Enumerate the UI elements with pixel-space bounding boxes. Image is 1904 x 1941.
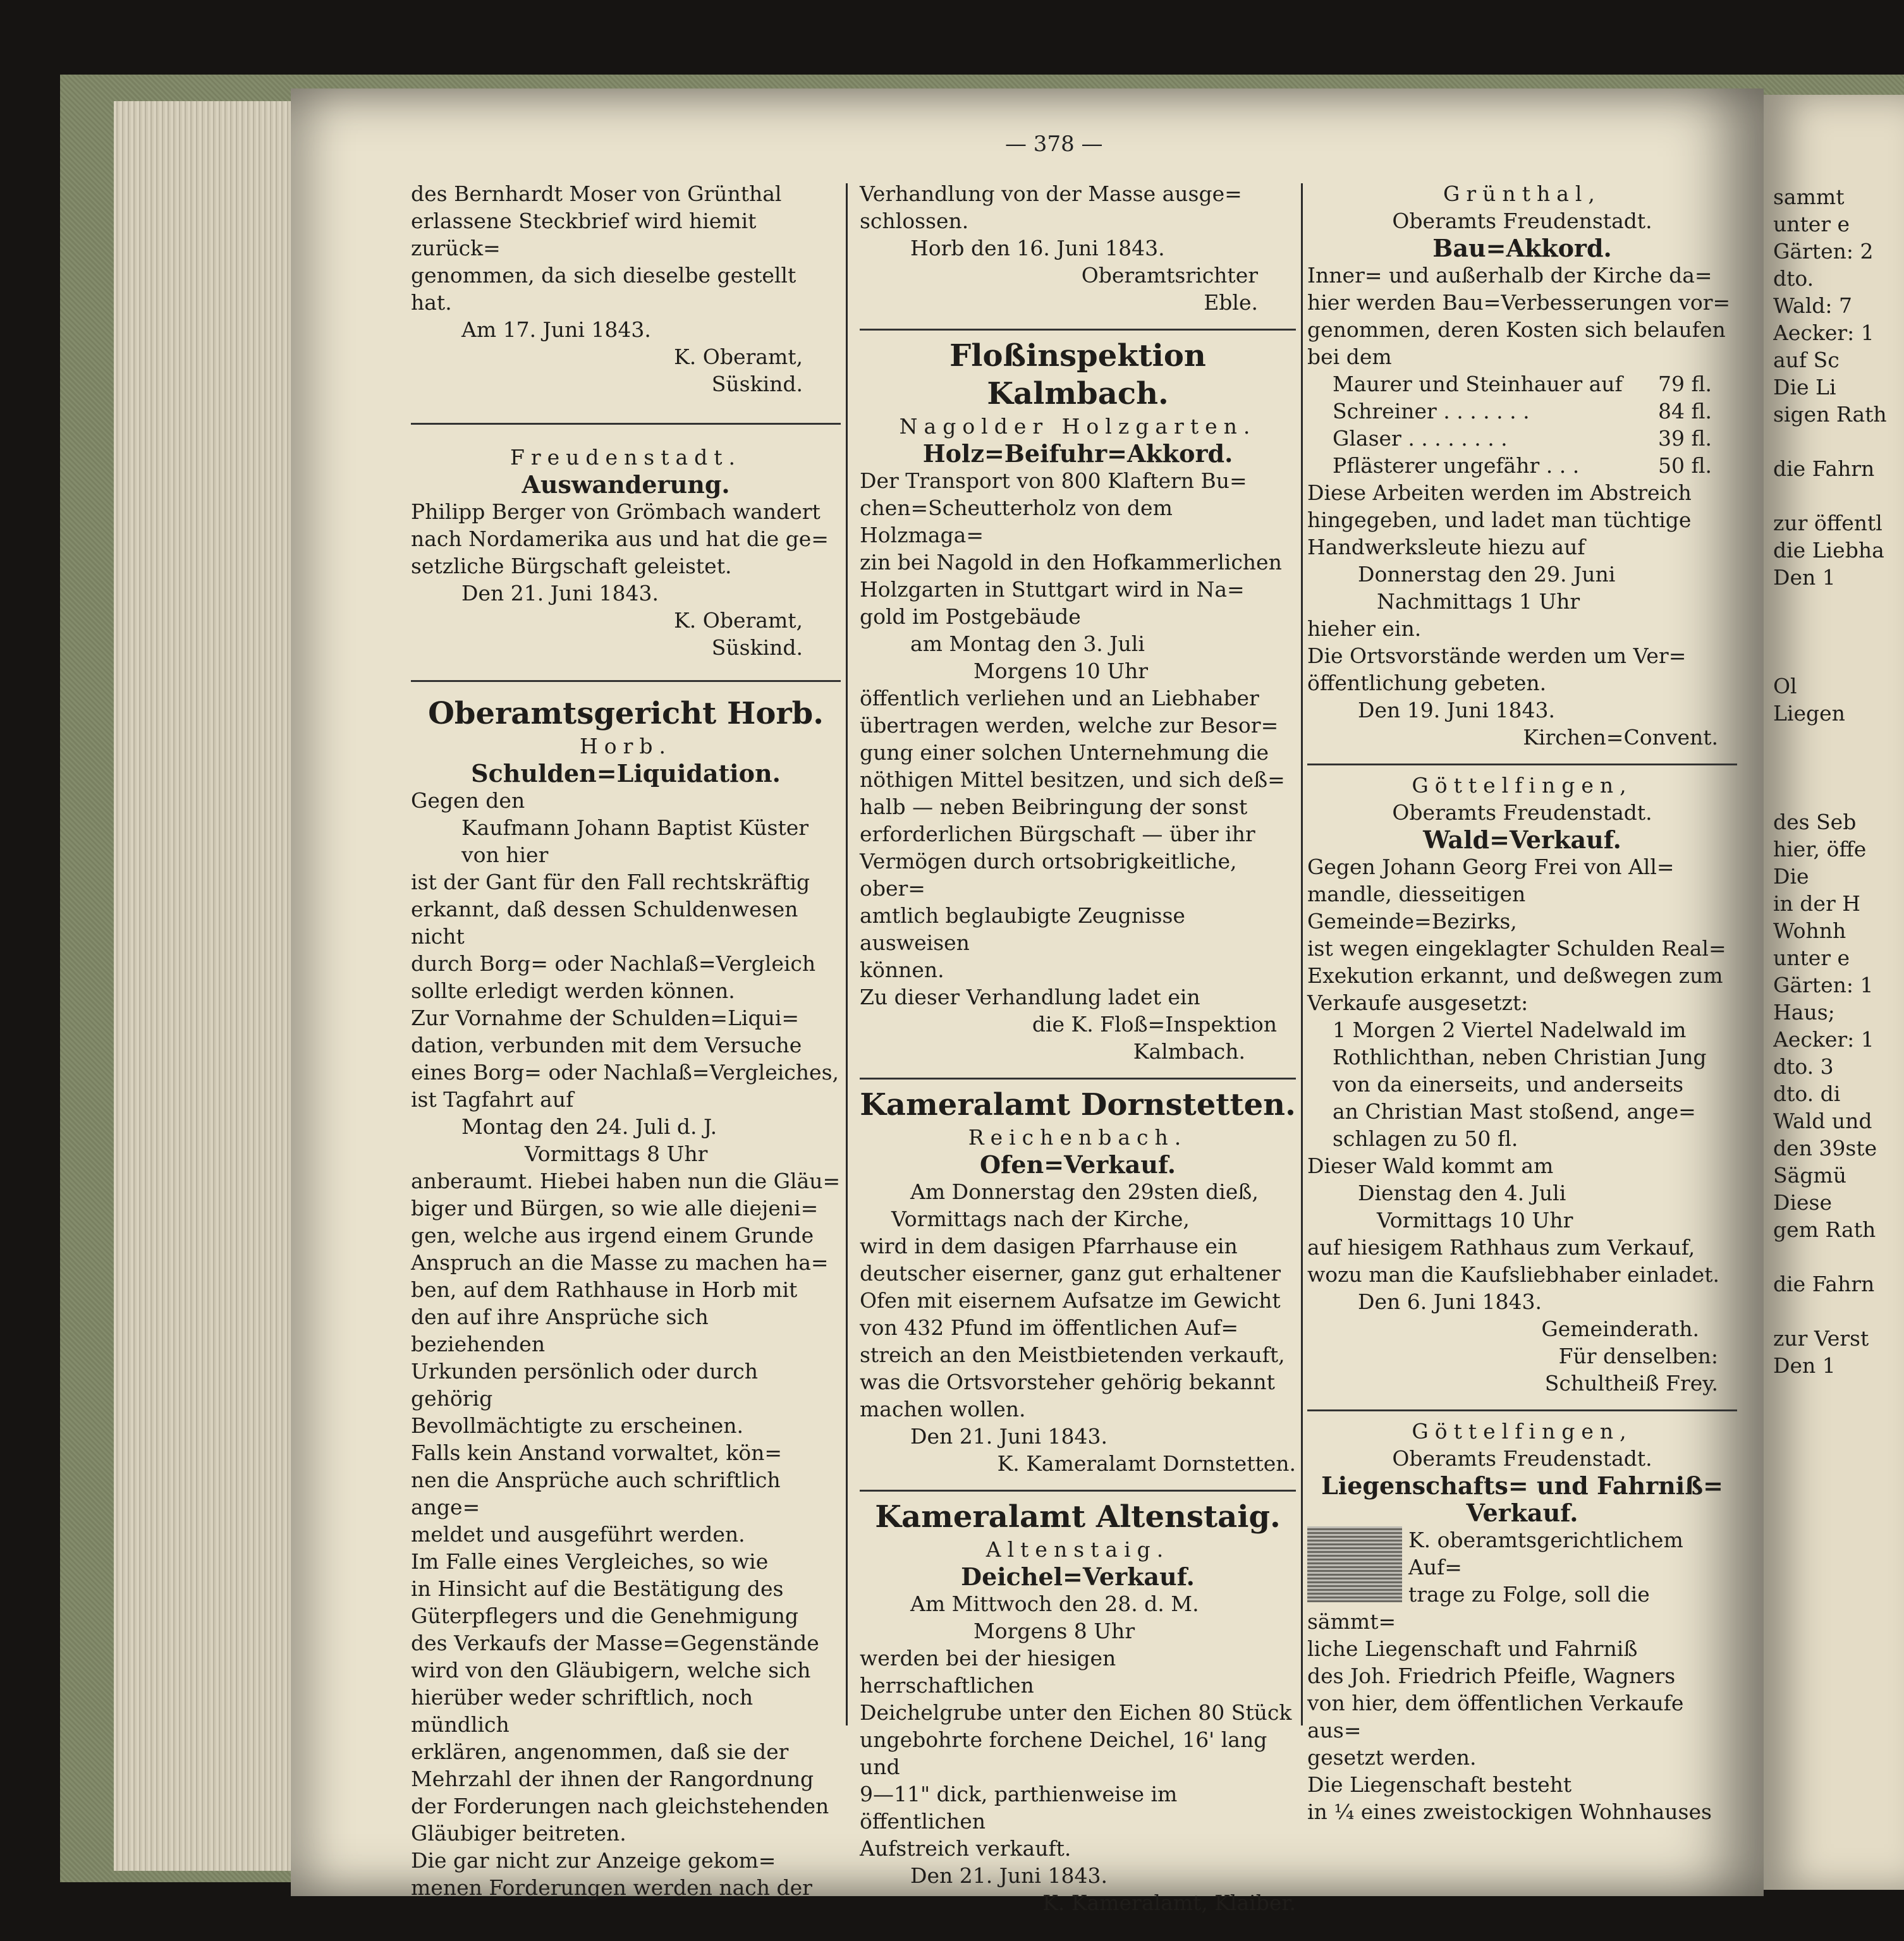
col2-term2: Morgens 10 Uhr: [973, 659, 1149, 683]
text-line: Morgens 8 Uhr: [973, 1619, 1135, 1643]
col1-place3: Horb.: [579, 734, 673, 758]
fragment-line: die Fahrn: [1773, 456, 1875, 481]
col2-sig4: K. Kameralamt, Klaiber.: [1042, 1890, 1296, 1915]
col1-term2: Vormittags 8 Uhr: [525, 1141, 708, 1166]
fragment-line: Gärten: 1: [1773, 973, 1874, 997]
col3-divider-1: [1307, 764, 1737, 765]
col1-body2: [411, 498, 841, 580]
col1-sig1b: Süskind.: [711, 372, 803, 396]
text-line: Exekution erkannt, und deßwegen zum: [1307, 963, 1723, 988]
text-line: setzliche Bürgschaft geleistet.: [411, 554, 732, 578]
text-line: Aufstreich verkauft.: [860, 1836, 1071, 1861]
col2-body3b: [860, 1205, 1296, 1232]
text-line: schlossen.: [860, 209, 969, 233]
col3-body2b: [1307, 1152, 1737, 1179]
text-line: genommen, da sich dieselbe gestellt hat.: [411, 263, 796, 315]
text-line: Philipp Berger von Grömbach wandert: [411, 499, 821, 524]
text-line: Gegen Johann Georg Frei von All=: [1307, 855, 1675, 879]
col1-place2: Freudenstadt.: [510, 445, 742, 470]
text-line: deutscher eiserner, ganz gut erhaltener: [860, 1261, 1281, 1286]
fragment-line: zur Verst: [1773, 1326, 1869, 1351]
text-line: amtlich beglaubigte Zeugnisse ausweisen: [860, 903, 1185, 955]
col3-place3: Göttelfingen,: [1412, 1419, 1633, 1444]
col1-sig2b: Süskind.: [711, 635, 803, 660]
text-line: von 432 Pfund im öffentlichen Auf=: [860, 1315, 1239, 1340]
fragment-line: hier, öffe: [1773, 837, 1867, 861]
next-page-fragments: [1773, 183, 1903, 1379]
fragment-line: [1773, 781, 1903, 808]
text-line: ungebohrte forchene Deichel, 16' lang und: [860, 1727, 1267, 1779]
text-line: Ofen mit eisernem Aufsatze im Gewicht: [860, 1288, 1281, 1313]
text-line: zin bei Nagold in den Hofkammerlichen: [860, 550, 1282, 575]
col2-date4: Den 21. Juni 1843.: [910, 1863, 1108, 1888]
text-line: Falls kein Anstand vorwaltet, kön=: [411, 1440, 783, 1465]
text-line: Handwerksleute hiezu auf: [1307, 535, 1585, 559]
col3-body1a: [1307, 262, 1737, 370]
text-line: machen wollen.: [860, 1397, 1026, 1421]
col1-body3b: [411, 814, 841, 841]
col2-sig3: K. Kameralamt Dornstetten.: [997, 1451, 1296, 1476]
col1-body3d: [411, 868, 841, 1113]
text-line: nach Nordamerika aus und hat die ge=: [411, 526, 829, 551]
fragment-line: Die: [1773, 864, 1809, 889]
text-line: streich an den Meistbietenden verkauft,: [860, 1342, 1285, 1367]
fragment-line: zur öffentl: [1773, 511, 1883, 535]
text-line: was die Ortsvorsteher gehörig bekannt: [860, 1370, 1275, 1394]
cost-label: Pflästerer ungefähr . . .: [1333, 453, 1580, 478]
text-line: dation, verbunden mit dem Versuche: [411, 1033, 802, 1057]
text-line: erklären, angenommen, daß sie der: [411, 1739, 789, 1764]
col3-title2: Wald=Verkauf.: [1423, 825, 1621, 854]
text-line: Deichelgrube unter den Eichen 80 Stück: [860, 1700, 1292, 1725]
col3-place2: Göttelfingen,: [1412, 773, 1633, 798]
col3-sig2c: Schultheiß Frey.: [1544, 1371, 1718, 1396]
fragment-line: den 39ste: [1773, 1136, 1877, 1160]
col2-sig2b: Kalmbach.: [1133, 1039, 1245, 1064]
fragment-line: dto.: [1773, 266, 1814, 291]
cost-value: 79 fl.: [1658, 372, 1712, 396]
text-line: von hier, dem öffentlichen Verkaufe aus=: [1307, 1691, 1684, 1743]
text-line: Die Liegenschaft besteht: [1307, 1772, 1572, 1797]
col1-head3: Oberamtsgericht Horb.: [428, 696, 824, 731]
fragment-line: dto. di: [1773, 1081, 1841, 1106]
col2-head2: Floßinspektion Kalmbach.: [949, 338, 1206, 411]
text-line: Gläubiger beitreten.: [411, 1821, 626, 1846]
fragment-line: unter e: [1773, 946, 1850, 970]
text-line: Mehrzahl der ihnen der Rangordnung: [411, 1767, 814, 1791]
fragment-line: auf Sc: [1773, 348, 1840, 372]
fragment-line: Liegen: [1773, 701, 1845, 726]
text-line: an Christian Mast stoßend, ange=: [1333, 1099, 1696, 1124]
fragment-line: Den 1: [1773, 1353, 1836, 1378]
text-line: menen Forderungen werden nach der: [411, 1875, 812, 1900]
col2-intro: [860, 180, 1296, 234]
cost-row: [1333, 425, 1737, 452]
col2-divider-3: [860, 1490, 1296, 1492]
fragment-line: Den 1: [1773, 565, 1836, 590]
fragment-line: [1773, 618, 1903, 645]
text-line: gung einer solchen Unternehmung die: [860, 740, 1269, 765]
text-line: der Forderungen nach gleichstehenden: [411, 1794, 829, 1818]
col3-date1: Den 19. Juni 1843.: [1358, 698, 1555, 722]
text-line: biger und Bürgen, so wie alle diejeni=: [411, 1196, 819, 1220]
col2-body2b: [860, 685, 1296, 1011]
col3-title3b: Verkauf.: [1466, 1499, 1578, 1527]
text-line: Zu dieser Verhandlung ladet ein: [860, 985, 1200, 1009]
text-line: den auf ihre Ansprüche sich beziehenden: [411, 1305, 709, 1356]
text-line: 1 Morgen 2 Viertel Nadelwald im: [1333, 1018, 1687, 1042]
text-line: bei dem: [1307, 344, 1392, 369]
col1-sig2a: K. Oberamt,: [674, 608, 803, 633]
cost-row: [1333, 370, 1737, 398]
fragment-line: Die Li: [1773, 375, 1836, 399]
col1-body3a: [411, 787, 841, 814]
text-line: von da einerseits, und anderseits: [1333, 1072, 1684, 1097]
text-line: Zur Vornahme der Schulden=Liqui=: [411, 1006, 800, 1030]
text-line: Dieser Wald kommt am: [1307, 1153, 1554, 1178]
col1-body3e: [411, 1167, 841, 1901]
text-line: mandle, diesseitigen Gemeinde=Bezirks,: [1307, 882, 1526, 934]
col2-date3: Den 21. Juni 1843.: [910, 1424, 1108, 1449]
fragment-line: die Liebha: [1773, 538, 1884, 563]
text-line: des Joh. Friedrich Pfeifle, Wagners: [1307, 1664, 1676, 1688]
col2-body3c: [860, 1232, 1296, 1423]
col3-term1: Donnerstag den 29. Juni: [1358, 562, 1616, 587]
col2-sig1b: Eble.: [1204, 290, 1258, 315]
text-line: erkannt, daß dessen Schuldenwesen nicht: [411, 897, 798, 949]
column-1: [411, 180, 841, 1901]
text-line: meldet und ausgeführt werden.: [411, 1522, 745, 1547]
text-line: gen, welche aus irgend einem Grunde: [411, 1223, 814, 1248]
fragment-line: dto. 3: [1773, 1054, 1834, 1079]
col3-body1c: [1307, 615, 1737, 697]
column-3: [1307, 180, 1737, 1825]
col2-title2: Holz=Beifuhr=Akkord.: [922, 439, 1233, 468]
col3-body1b: [1307, 479, 1737, 561]
col1-sig1a: K. Oberamt,: [674, 344, 803, 369]
col1-title3: Schulden=Liquidation.: [471, 759, 781, 788]
fragment-line: [1773, 591, 1903, 618]
text-line: Kaufmann Johann Baptist Küster: [461, 815, 809, 840]
text-line: genommen, deren Kosten sich belaufen: [1307, 317, 1726, 342]
fragment-line: Sägmü: [1773, 1163, 1846, 1188]
fragment-line: Aecker: 1: [1773, 1027, 1874, 1052]
text-line: ben, auf dem Rathhause in Horb mit: [411, 1277, 798, 1302]
text-line: des Verkaufs der Masse=Gegenstände: [411, 1631, 819, 1655]
text-line: gesetzt werden.: [1307, 1745, 1477, 1770]
col2-title4: Deichel=Verkauf.: [961, 1562, 1195, 1591]
text-line: hier werden Bau=Verbesserungen vor=: [1307, 290, 1731, 315]
fragment-line: [1773, 645, 1903, 672]
fragment-line: Aecker: 1: [1773, 320, 1874, 345]
fragment-line: Wohnh: [1773, 918, 1846, 943]
text-line: können.: [860, 958, 944, 982]
page-edges: [114, 101, 297, 1871]
text-line: Anspruch an die Masse zu machen ha=: [411, 1250, 829, 1275]
cost-value: 39 fl.: [1658, 426, 1712, 451]
cost-row: [1333, 398, 1737, 425]
fragment-line: die Fahrn: [1773, 1272, 1875, 1296]
cost-value: 84 fl.: [1658, 399, 1712, 423]
text-line: Die Ortsvorstände werden um Ver=: [1307, 643, 1687, 668]
col2-body4a: [860, 1590, 1296, 1617]
cost-label: Glaser . . . . . . . .: [1333, 426, 1508, 451]
col2-date1: Horb den 16. Juni 1843.: [910, 236, 1165, 260]
fragment-line: unter e: [1773, 212, 1850, 236]
col1-date1: Am 17. Juni 1843.: [461, 317, 651, 342]
text-line: durch Borg= oder Nachlaß=Vergleich: [411, 951, 816, 976]
col2-body4c: [860, 1645, 1296, 1862]
col3-divider-2: [1307, 1409, 1737, 1411]
text-line: ist der Gant für den Fall rechtskräftig: [411, 870, 810, 894]
col1-term1: Montag den 24. Juli d. J.: [461, 1114, 717, 1139]
col3-place1: Grünthal,: [1443, 181, 1601, 206]
text-line: erlassene Steckbrief wird hiemit zurück=: [411, 209, 757, 260]
cost-table: [1307, 370, 1737, 479]
text-line: K. oberamtsgerichtlichem Auf=: [1408, 1528, 1683, 1579]
text-line: Der Transport von 800 Klaftern Bu=: [860, 468, 1247, 493]
text-line: hierüber weder schriftlich, noch mündlich: [411, 1685, 754, 1737]
col3-district1: Oberamts Freudenstadt.: [1392, 209, 1652, 233]
text-line: Verhandlung von der Masse ausge=: [860, 181, 1242, 206]
text-line: Bevollmächtigte zu erscheinen.: [411, 1413, 744, 1438]
text-line: trage zu Folge, soll die sämmt=: [1307, 1582, 1650, 1634]
text-line: wozu man die Kaufsliebhaber einladet.: [1307, 1262, 1719, 1287]
col2-sig1a: Oberamtsrichter: [1081, 263, 1258, 288]
col3-term4: Vormittags 10 Uhr: [1377, 1208, 1573, 1232]
text-line: übertragen werden, welche zur Besor=: [860, 713, 1279, 738]
col3-sig2b: Für denselben:: [1558, 1344, 1718, 1368]
text-line: Güterpflegers und die Genehmigung: [411, 1603, 799, 1628]
text-line: nen die Ansprüche auch schriftlich ange=: [411, 1468, 781, 1519]
text-line: Vormittags nach der Kirche,: [891, 1207, 1190, 1231]
col2-head3: Kameralamt Dornstetten.: [860, 1087, 1296, 1123]
text-line: von hier: [461, 843, 549, 867]
col3-title1: Bau=Akkord.: [1432, 234, 1612, 262]
col2-place2: Nagolder Holzgarten.: [899, 414, 1257, 439]
text-line: öffentlichung gebeten.: [1307, 671, 1547, 695]
text-line: Verkaufe ausgesetzt:: [1307, 990, 1529, 1015]
col1-date2: Den 21. Juni 1843.: [461, 581, 659, 605]
text-line: ist Tagfahrt auf: [411, 1087, 574, 1112]
text-line: liche Liegenschaft und Fahrniß: [1307, 1636, 1638, 1661]
col2-body3a: [860, 1178, 1296, 1205]
text-line: auf hiesigem Rathhaus zum Verkauf,: [1307, 1235, 1695, 1260]
col1-body3c: [411, 841, 841, 868]
fragment-line: [1773, 1298, 1903, 1325]
text-line: Am Mittwoch den 28. d. M.: [910, 1591, 1199, 1616]
col3-date2: Den 6. Juni 1843.: [1358, 1289, 1542, 1314]
fragment-line: Gärten: 2: [1773, 239, 1874, 264]
col1-divider-1: [411, 423, 841, 425]
text-line: Rothlichthan, neben Christian Jung: [1333, 1045, 1707, 1069]
col1-title2: Auswanderung.: [522, 470, 730, 499]
text-line: Am Donnerstag den 29sten dieß,: [910, 1179, 1259, 1204]
text-line: erforderlichen Bürgschaft — über ihr: [860, 822, 1255, 846]
text-line: schlagen zu 50 fl.: [1333, 1126, 1518, 1151]
col3-sig1: Kirchen=Convent.: [1523, 725, 1718, 750]
col3-term3: Dienstag den 4. Juli: [1358, 1181, 1566, 1205]
cost-row: [1333, 452, 1737, 479]
text-line: werden bei der hiesigen herrschaftlichen: [860, 1646, 1116, 1698]
col2-body4b: [860, 1617, 1296, 1645]
text-line: in ¼ eines zweistockigen Wohnhauses: [1307, 1799, 1712, 1824]
fragment-line: [1773, 1243, 1903, 1270]
text-line: sollte erledigt werden können.: [411, 978, 735, 1003]
cost-label: Schreiner . . . . . . .: [1333, 399, 1530, 423]
column-rule-1: [846, 183, 848, 1725]
col2-head4: Kameralamt Altenstaig.: [875, 1499, 1281, 1535]
text-line: Diese Arbeiten werden im Abstreich: [1307, 480, 1692, 505]
text-line: Die gar nicht zur Anzeige gekom=: [411, 1848, 776, 1873]
text-line: gold im Postgebäude: [860, 604, 1081, 629]
text-line: Inner= und außerhalb der Kirche da=: [1307, 263, 1712, 288]
fragment-line: in der H: [1773, 891, 1860, 916]
col2-divider-1: [860, 329, 1296, 331]
col2-body2a: [860, 467, 1296, 630]
fragment-line: Ol: [1773, 674, 1797, 698]
text-line: ist wegen eingeklagter Schulden Real=: [1307, 936, 1726, 961]
col1-divider-2: [411, 680, 841, 682]
text-line: Vermögen durch ortsobrigkeitliche, ober=: [860, 849, 1237, 901]
text-line: 9—11" dick, parthienweise im öffentlichen: [860, 1782, 1178, 1834]
text-line: Im Falle eines Vergleiches, so wie: [411, 1549, 769, 1574]
fragment-line: Wald und: [1773, 1109, 1872, 1133]
col3-body2a: [1307, 853, 1737, 1016]
text-line: wird von den Gläubigern, welche sich: [411, 1658, 811, 1682]
text-line: halb — neben Beibringung der sonst: [860, 794, 1248, 819]
cost-label: Maurer und Steinhauer auf: [1333, 372, 1623, 396]
fragment-line: [1773, 428, 1903, 455]
text-line: des Bernhardt Moser von Grünthal: [411, 181, 782, 206]
col3-body3b: [1307, 1662, 1737, 1825]
column-rule-2: [1301, 183, 1303, 1725]
page-number: — 378 —: [1005, 131, 1103, 157]
fragment-line: des Seb: [1773, 810, 1857, 834]
col2-place3: Reichenbach.: [968, 1125, 1188, 1150]
fragment-line: gem Rath: [1773, 1217, 1876, 1242]
col2-term1: am Montag den 3. Juli: [910, 631, 1145, 656]
fragment-line: Diese: [1773, 1190, 1833, 1215]
col1-intro: [411, 180, 841, 316]
text-line: anberaumt. Hiebei haben nun die Gläu=: [411, 1169, 841, 1193]
house-vignette-icon: [1307, 1526, 1402, 1602]
text-line: hingegeben, und ladet man tüchtige: [1307, 508, 1692, 532]
text-line: Gegen den: [411, 788, 525, 813]
col3-district2: Oberamts Freudenstadt.: [1392, 800, 1652, 825]
fragment-line: sammt: [1773, 185, 1845, 209]
fragment-line: sigen Rath: [1773, 402, 1887, 427]
col3-body2c: [1307, 1234, 1737, 1288]
text-line: hieher ein.: [1307, 616, 1422, 641]
text-line: Urkunden persönlich oder durch gehörig: [411, 1359, 758, 1411]
text-line: nöthigen Mittel besitzen, und sich deß=: [860, 767, 1285, 792]
col3-item2: [1307, 1016, 1737, 1152]
column-2: [860, 180, 1296, 1916]
fragment-line: Wald: 7: [1773, 293, 1853, 318]
cost-value: 50 fl.: [1658, 453, 1712, 478]
col3-term2: Nachmittags 1 Uhr: [1377, 589, 1580, 614]
text-line: öffentlich verliehen und an Liebhaber: [860, 686, 1259, 710]
fragment-line: [1773, 727, 1903, 754]
col2-sig2a: die K. Floß=Inspektion: [1032, 1012, 1277, 1037]
col2-divider-2: [860, 1078, 1296, 1080]
text-line: Holzgarten in Stuttgart wird in Na=: [860, 577, 1245, 602]
fragment-line: Haus;: [1773, 1000, 1835, 1025]
text-line: in Hinsicht auf die Bestätigung des: [411, 1576, 784, 1601]
col3-district3: Oberamts Freudenstadt.: [1392, 1446, 1652, 1471]
col3-title3a: Liegenschafts= und Fahrniß=: [1321, 1471, 1723, 1500]
fragment-line: [1773, 754, 1903, 781]
col2-title3: Ofen=Verkauf.: [979, 1150, 1176, 1179]
fragment-line: [1773, 482, 1903, 509]
text-line: chen=Scheutterholz von dem Holzmaga=: [860, 496, 1173, 547]
text-line: eines Borg= oder Nachlaß=Vergleiches,: [411, 1060, 839, 1085]
col3-sig2a: Gemeinderath.: [1541, 1317, 1699, 1341]
col2-place4: Altenstaig.: [986, 1537, 1170, 1562]
text-line: wird in dem dasigen Pfarrhause ein: [860, 1234, 1238, 1258]
